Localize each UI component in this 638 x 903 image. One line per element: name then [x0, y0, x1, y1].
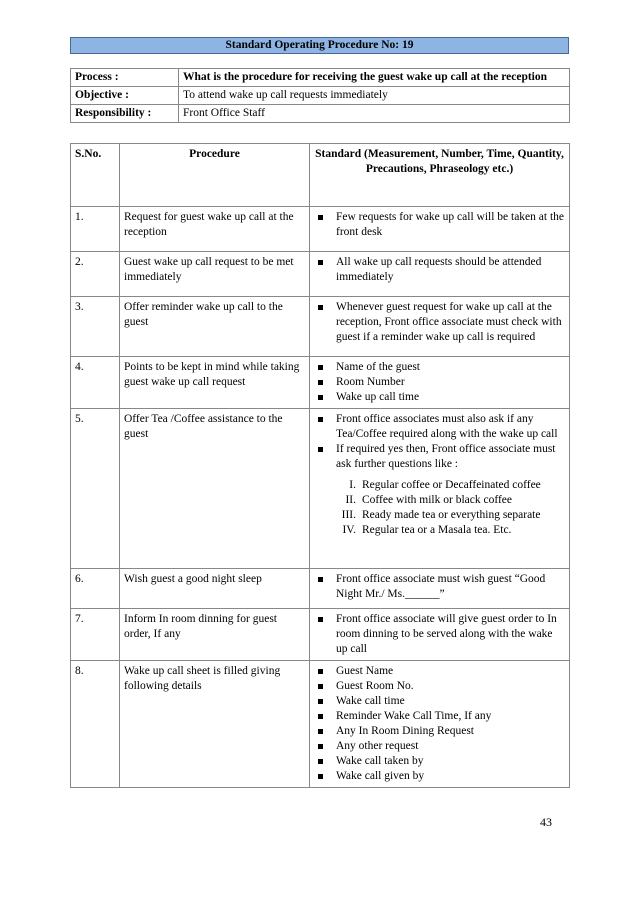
row-standard: [310, 609, 570, 661]
objective-row: [71, 87, 570, 105]
row-standard: [310, 252, 570, 297]
row-sno: 8.: [71, 661, 120, 788]
roman-numeral: II.: [345, 494, 356, 506]
standard-bullet-item: Name of the guest: [314, 360, 565, 375]
procedure-row: [71, 569, 570, 609]
row-standard: [310, 661, 570, 788]
roman-numeral: IV.: [342, 524, 356, 536]
process-row: [71, 69, 570, 87]
roman-list-item: [314, 508, 565, 523]
row-procedure: Request for guest wake up call at the reception: [120, 207, 310, 252]
row-sno: 6.: [71, 569, 120, 609]
procedure-row: [71, 409, 570, 569]
row-sno: 2.: [71, 252, 120, 297]
standard-bullet-item: Room Number: [314, 375, 565, 390]
roman-item-text: Regular tea or a Masala tea. Etc.: [362, 524, 512, 536]
procedure-row: [71, 207, 570, 252]
roman-numeral: III.: [341, 509, 356, 521]
process-value: What is the procedure for receiving the guest wake up call at the reception: [179, 69, 570, 87]
row-procedure: Guest wake up call request to be met immediately: [120, 252, 310, 297]
standard-bullet-item: Front office associates must also ask if any Tea/Coffee required along with the wake up call: [314, 412, 565, 442]
standard-bullet-item: If required yes then, Front office associate must ask further questions like :: [314, 442, 565, 472]
row-standard: [310, 409, 570, 569]
standard-bullet-item: Whenever guest request for wake up call at the reception, Front office associate must check with guest if a reminder wake up call is required: [314, 300, 565, 345]
roman-list-item: [314, 478, 565, 493]
standard-bullet-list: [314, 300, 565, 345]
row-procedure: Wish guest a good night sleep: [120, 569, 310, 609]
procedure-table: [70, 143, 570, 788]
row-procedure: Offer reminder wake up call to the guest: [120, 297, 310, 357]
procedure-rows: [71, 207, 570, 788]
procedure-table-header: [71, 144, 570, 207]
standard-bullet-item: Guest Name: [314, 664, 565, 679]
standard-bullet-item: Any other request: [314, 739, 565, 754]
row-standard: [310, 297, 570, 357]
standard-bullet-item: Few requests for wake up call will be taken at the front desk: [314, 210, 565, 240]
procedure-row: [71, 252, 570, 297]
standard-bullet-list: [314, 572, 565, 602]
standard-bullet-list: [314, 210, 565, 240]
roman-item-text: Regular coffee or Decaffeinated coffee: [362, 479, 541, 491]
procedure-row: [71, 357, 570, 409]
row-standard: [310, 357, 570, 409]
standard-bullet-item: All wake up call requests should be attended immediately: [314, 255, 565, 285]
responsibility-value: Front Office Staff: [179, 105, 570, 123]
standard-header: Standard (Measurement, Number, Time, Quantity, Precautions, Phraseology etc.): [310, 144, 570, 207]
standard-bullet-list: [314, 255, 565, 285]
row-standard: [310, 569, 570, 609]
standard-bullet-item: Guest Room No.: [314, 679, 565, 694]
procedure-header: Procedure: [120, 144, 310, 207]
objective-label: Objective :: [71, 87, 179, 105]
standard-bullet-list: [314, 664, 565, 784]
standard-bullet-list: [314, 360, 565, 405]
procedure-row: [71, 661, 570, 788]
responsibility-label: Responsibility :: [71, 105, 179, 123]
roman-list-item: [314, 523, 565, 538]
sno-header: S.No.: [71, 144, 120, 207]
roman-item-text: Ready made tea or everything separate: [362, 509, 541, 521]
row-procedure: Points to be kept in mind while taking guest wake up call request: [120, 357, 310, 409]
roman-item-text: Coffee with milk or black coffee: [362, 494, 512, 506]
standard-bullet-item: Front office associate must wish guest “Good Night Mr./ Ms.______”: [314, 572, 565, 602]
row-sno: 4.: [71, 357, 120, 409]
procedure-row: [71, 609, 570, 661]
standard-bullet-item: Front office associate will give guest order to In room dinning to be served along with the wake up call: [314, 612, 565, 657]
row-standard: [310, 207, 570, 252]
row-procedure: Inform In room dinning for guest order, If any: [120, 609, 310, 661]
roman-numeral: I.: [349, 479, 356, 491]
roman-list-item: [314, 493, 565, 508]
responsibility-row: [71, 105, 570, 123]
process-label: Process :: [71, 69, 179, 87]
roman-numbered-list: [314, 478, 565, 538]
row-procedure: Offer Tea /Coffee assistance to the guest: [120, 409, 310, 569]
procedure-row: [71, 297, 570, 357]
page-number: 43: [540, 815, 552, 829]
row-sno: 3.: [71, 297, 120, 357]
standard-bullet-item: Wake call given by: [314, 769, 565, 784]
standard-bullet-item: Wake up call time: [314, 390, 565, 405]
sop-title-banner: Standard Operating Procedure No: 19: [70, 37, 569, 54]
standard-bullet-item: Any In Room Dining Request: [314, 724, 565, 739]
row-procedure: Wake up call sheet is filled giving following details: [120, 661, 310, 788]
standard-bullet-item: Wake call taken by: [314, 754, 565, 769]
objective-value: To attend wake up call requests immediately: [179, 87, 570, 105]
row-sno: 7.: [71, 609, 120, 661]
row-sno: 1.: [71, 207, 120, 252]
standard-bullet-item: Reminder Wake Call Time, If any: [314, 709, 565, 724]
standard-bullet-list: [314, 612, 565, 657]
sop-info-table: [70, 68, 570, 123]
standard-bullet-list: [314, 412, 565, 472]
standard-bullet-item: Wake call time: [314, 694, 565, 709]
row-sno: 5.: [71, 409, 120, 569]
